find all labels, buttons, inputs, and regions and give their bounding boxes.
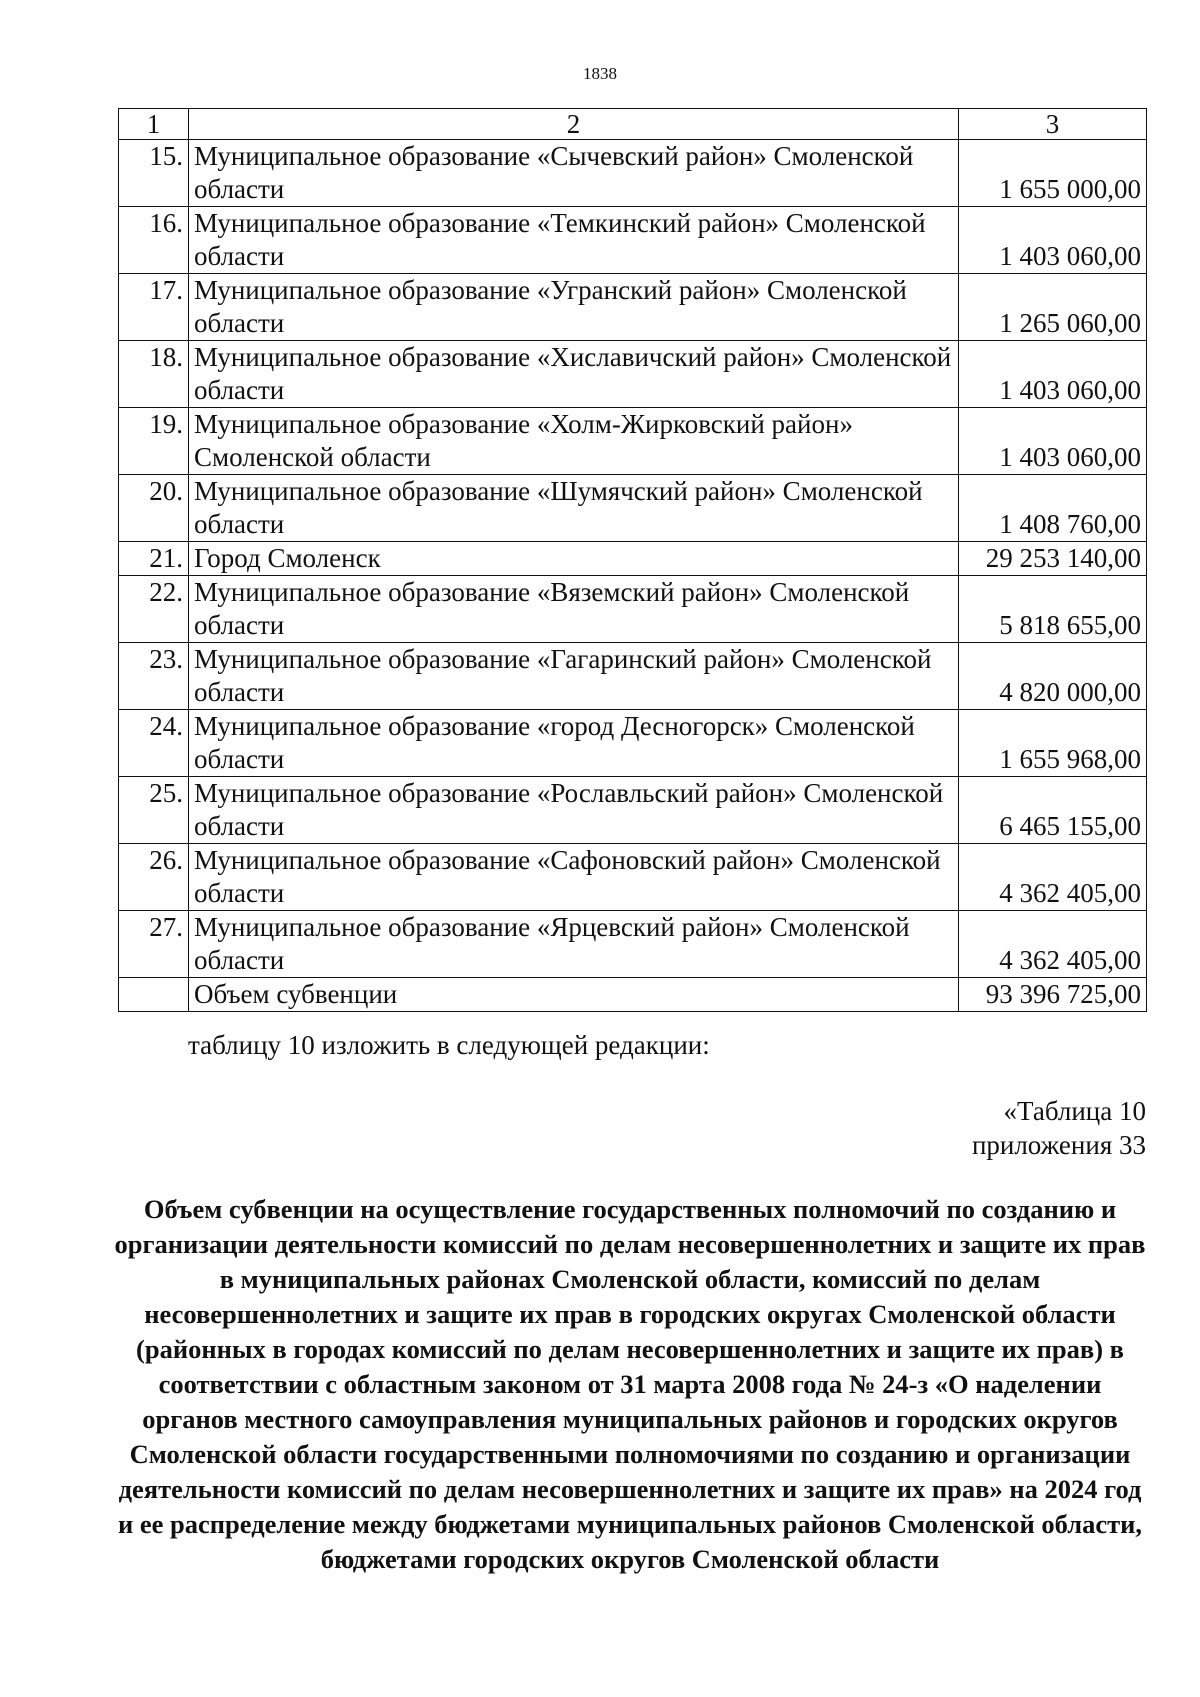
table-header-row [119, 109, 1147, 140]
row-amount: 1 265 060,00 [959, 274, 1147, 341]
row-number: 24. [119, 710, 189, 777]
row-name: Муниципальное образование «Гагаринский район» Смоленской области [189, 643, 959, 710]
column-header-number: 1 [119, 109, 189, 140]
row-amount: 4 362 405,00 [959, 911, 1147, 978]
row-number: 15. [119, 140, 189, 207]
total-name: Объем субвенции [189, 978, 959, 1012]
table-row [119, 777, 1147, 844]
row-name: Муниципальное образование «Темкинский район» Смоленской области [189, 207, 959, 274]
row-amount: 29 253 140,00 [959, 542, 1147, 576]
table-row [119, 643, 1147, 710]
row-number: 17. [119, 274, 189, 341]
row-amount: 4 820 000,00 [959, 643, 1147, 710]
table-row [119, 341, 1147, 408]
row-amount: 1 655 000,00 [959, 140, 1147, 207]
table-row [119, 576, 1147, 643]
table-row [119, 710, 1147, 777]
instruction-text: таблицу 10 изложить в следующей редакции: [188, 1030, 710, 1060]
table-reference-line1: «Таблица 10 [1003, 1096, 1146, 1126]
row-number: 19. [119, 408, 189, 475]
row-number: 22. [119, 576, 189, 643]
row-number: 26. [119, 844, 189, 911]
row-number: 18. [119, 341, 189, 408]
page-number: 1838 [583, 64, 617, 83]
table-row [119, 475, 1147, 542]
column-header-name: 2 [189, 109, 959, 140]
table-row [119, 274, 1147, 341]
row-name: Муниципальное образование «Ярцевский район» Смоленской области [189, 911, 959, 978]
row-name: Муниципальное образование «Шумячский район» Смоленской области [189, 475, 959, 542]
row-amount: 1 408 760,00 [959, 475, 1147, 542]
table-row [119, 911, 1147, 978]
row-number: 20. [119, 475, 189, 542]
total-number [119, 978, 189, 1012]
row-name: Муниципальное образование «город Десногорск» Смоленской области [189, 710, 959, 777]
row-name: Город Смоленск [189, 542, 959, 576]
column-header-amount: 3 [959, 109, 1147, 140]
row-number: 25. [119, 777, 189, 844]
table-row [119, 207, 1147, 274]
row-amount: 1 403 060,00 [959, 408, 1147, 475]
row-amount: 1 403 060,00 [959, 341, 1147, 408]
table-heading: Объем субвенции на осуществление государственных полномочий по созданию и организации деятельности комиссий по делам несовершеннолетних и защите их прав в муниципальных районах Смоленской области, комиссий по делам несовершеннолетних и защите их прав в городских округах Смоленской области (районных в городах комиссий по делам несовершеннолетних и защите их прав) в соответствии с областным законом от 31 марта 2008 года № 24-з «О наделении органов местного самоуправления муниципальных районов и городских округов Смоленской области государственными полномочиями по созданию и организации деятельности комиссий по делам несовершеннолетних и защите их прав» на 2024 год и ее распределение между бюджетами муниципальных районов Смоленской области, бюджетами городских округов Смоленской области [114, 1194, 1146, 1574]
row-amount: 1 403 060,00 [959, 207, 1147, 274]
row-number: 21. [119, 542, 189, 576]
table-row [119, 140, 1147, 207]
table-reference-line2: приложения 33 [971, 1130, 1146, 1160]
row-name: Муниципальное образование «Хиславичский район» Смоленской области [189, 341, 959, 408]
row-number: 27. [119, 911, 189, 978]
total-amount: 93 396 725,00 [959, 978, 1147, 1012]
row-number: 23. [119, 643, 189, 710]
row-number: 16. [119, 207, 189, 274]
row-amount: 6 465 155,00 [959, 777, 1147, 844]
row-name: Муниципальное образование «Угранский район» Смоленской области [189, 274, 959, 341]
row-name: Муниципальное образование «Сафоновский район» Смоленской области [189, 844, 959, 911]
row-amount: 4 362 405,00 [959, 844, 1147, 911]
row-amount: 5 818 655,00 [959, 576, 1147, 643]
table-row [119, 542, 1147, 576]
table-row [119, 408, 1147, 475]
subvention-table [118, 108, 1147, 1012]
row-name: Муниципальное образование «Сычевский район» Смоленской области [189, 140, 959, 207]
row-name: Муниципальное образование «Вяземский район» Смоленской области [189, 576, 959, 643]
table-total-row [119, 978, 1147, 1012]
row-name: Муниципальное образование «Холм-Жирковский район» Смоленской области [189, 408, 959, 475]
table-reference [972, 1094, 1146, 1162]
row-name: Муниципальное образование «Рославльский район» Смоленской области [189, 777, 959, 844]
row-amount: 1 655 968,00 [959, 710, 1147, 777]
table-row [119, 844, 1147, 911]
